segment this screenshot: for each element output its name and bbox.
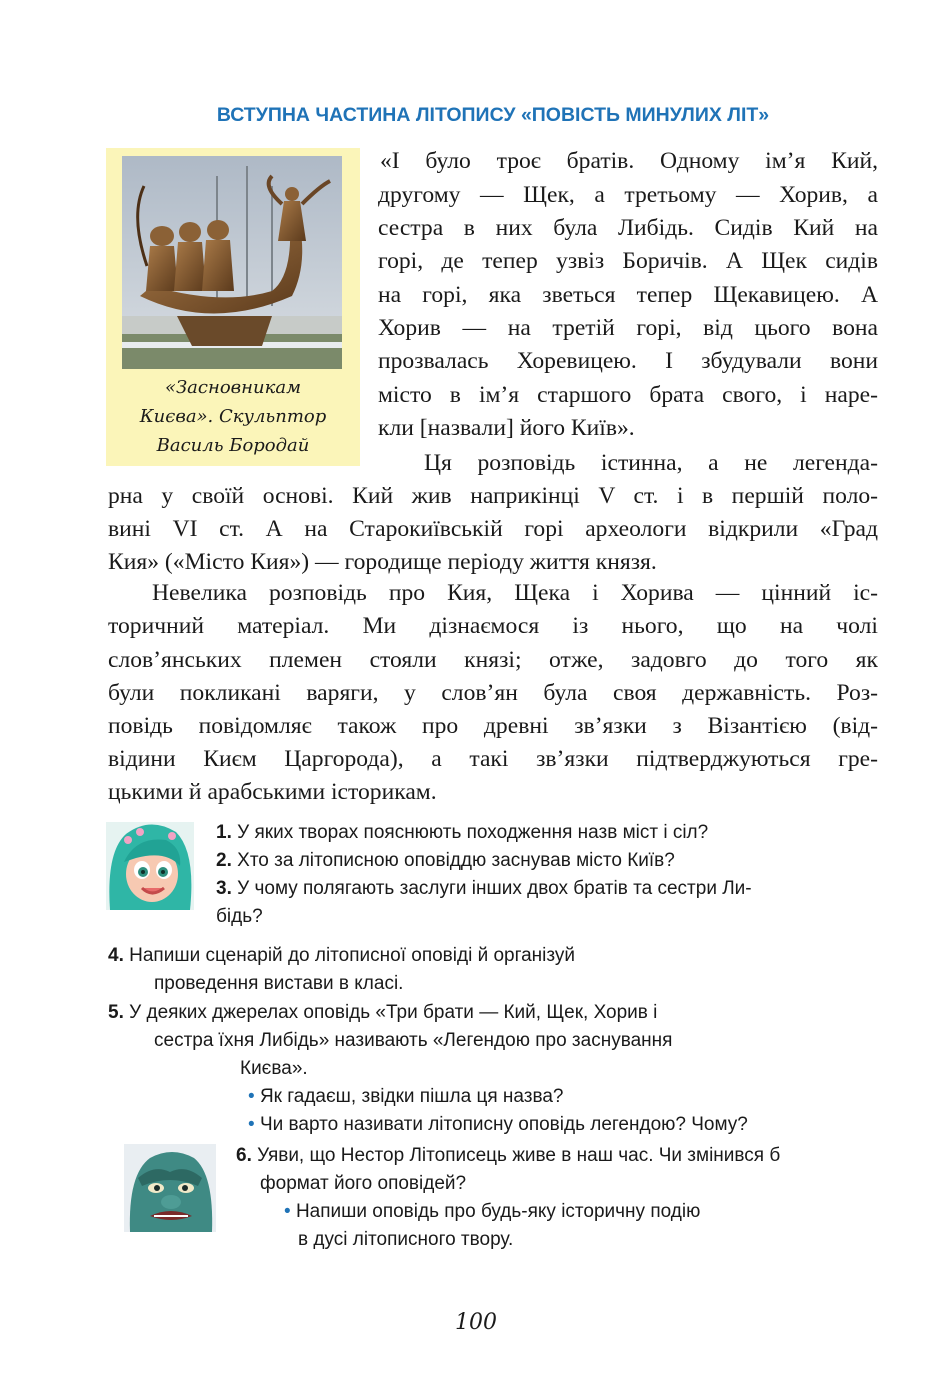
text-line: слов’янських племен стояли князі; отже, задовго до того як <box>108 647 878 673</box>
text-line: прозвалась Хоревицею. І збудували вони <box>378 348 878 374</box>
bullet-icon: • <box>284 1201 291 1222</box>
question-number: 2. <box>216 850 232 871</box>
question-text: У яких творах пояснюють походження назв міст і сіл? <box>237 822 709 843</box>
question-text: Уяви, що Нестор Літописець живе в наш час. Чи змінився б <box>257 1145 781 1166</box>
question-3-continued: бідь? <box>216 906 263 927</box>
figure-caption <box>106 373 360 460</box>
text-line: були покликані варяги, у слов’ян була своя державність. Роз- <box>108 680 878 706</box>
text-line: горі, де тепер узвіз Боричів. А Щек сидів <box>378 248 878 274</box>
bullet-text: Напиши оповідь про будь-яку історичну подію <box>295 1201 701 1222</box>
troll-character-avatar <box>124 1144 216 1232</box>
text-line: рна у своїй основі. Кий жив наприкінці V ст. і в першій поло- <box>108 483 878 509</box>
question-number: 4. <box>108 945 124 966</box>
question-number: 5. <box>108 1002 124 1023</box>
girl-character-avatar <box>106 822 194 910</box>
question-number: 3. <box>216 878 232 899</box>
figure-monument <box>106 148 360 466</box>
question-5-bullet-1 <box>248 1086 564 1108</box>
caption-line: Києва». Скульптор <box>139 406 327 427</box>
text-line: цькими й арабськими історикам. <box>108 779 437 805</box>
caption-line: Василь Бородай <box>156 435 310 456</box>
bullet-text: Чи варто називати літописну оповідь легендою? Чому? <box>259 1114 748 1135</box>
text-line: на горі, яка зветься тепер Щекавицею. А <box>378 282 878 308</box>
chapter-title: ВСТУПНА ЧАСТИНА ЛІТОПИСУ «ПОВІСТЬ МИНУЛИХ ЛІТ» <box>216 104 770 126</box>
text-line: відини Києм Царгорода), а такі зв’язки підтверджуються гре- <box>108 746 878 772</box>
bullet-text: Як гадаєш, звідки пішла ця назва? <box>259 1086 564 1107</box>
question-6 <box>236 1145 780 1167</box>
question-6-bullet-continued: в дусі літописного твору. <box>298 1229 514 1250</box>
text-line: Хорив — на третій горі, від цього вона <box>378 315 878 341</box>
question-text: У деяких джерелах оповідь «Три брати — Кий, Щек, Хорив і <box>129 1002 658 1023</box>
page-number: 100 <box>455 1310 497 1335</box>
bullet-icon: • <box>248 1086 255 1107</box>
question-text: Напиши сценарій до літописної оповіді й організуй <box>129 945 576 966</box>
question-number: 6. <box>236 1145 252 1166</box>
monument-to-founders-of-kyiv-photo <box>122 156 342 369</box>
text-line: другому — Щек, а третьому — Хорив, а <box>378 182 878 208</box>
question-5-bullet-2 <box>248 1114 748 1136</box>
question-text: Хто за літописною оповіддю заснував місто Київ? <box>237 850 675 871</box>
text-line: сестра в них була Либідь. Сидів Кий на <box>378 215 878 241</box>
text-line: Кия» («Місто Кия») — городище періоду життя князя. <box>108 549 657 575</box>
question-2 <box>216 850 675 872</box>
question-4 <box>108 945 575 967</box>
question-1 <box>216 822 708 844</box>
text-line: «І було троє братів. Одному ім’я Кий, <box>380 148 878 174</box>
text-line: Невелика розповідь про Кия, Щека і Хорива — цінний іс- <box>152 580 878 606</box>
question-5 <box>108 1002 657 1024</box>
question-5-continued: сестра їхня Либідь» називають «Легендою про заснування <box>154 1030 673 1051</box>
bullet-icon: • <box>248 1114 255 1135</box>
question-5-continued: Києва». <box>240 1058 308 1079</box>
text-line: кли [назвали] його Київ». <box>378 415 635 441</box>
question-6-bullet <box>284 1201 700 1223</box>
text-line: місто в ім’я старшого брата свого, і наре- <box>378 382 878 408</box>
text-line: торичний матеріал. Ми дізнаємося із нього, що на чолі <box>108 613 878 639</box>
text-line: повідь повідомляє також про древні зв’язки з Візантією (від- <box>108 713 878 739</box>
question-3 <box>216 878 752 900</box>
caption-line: «Засновникам <box>164 377 302 398</box>
question-number: 1. <box>216 822 232 843</box>
question-4-continued: проведення вистави в класі. <box>154 973 404 994</box>
text-line: Ця розповідь істинна, а не легенда- <box>424 450 878 476</box>
question-6-continued: формат його оповідей? <box>260 1173 467 1194</box>
text-line: вині VI ст. А на Старокиївській горі археологи відкрили «Град <box>108 516 878 542</box>
question-text: У чому полягають заслуги інших двох братів та сестри Ли- <box>237 878 752 899</box>
